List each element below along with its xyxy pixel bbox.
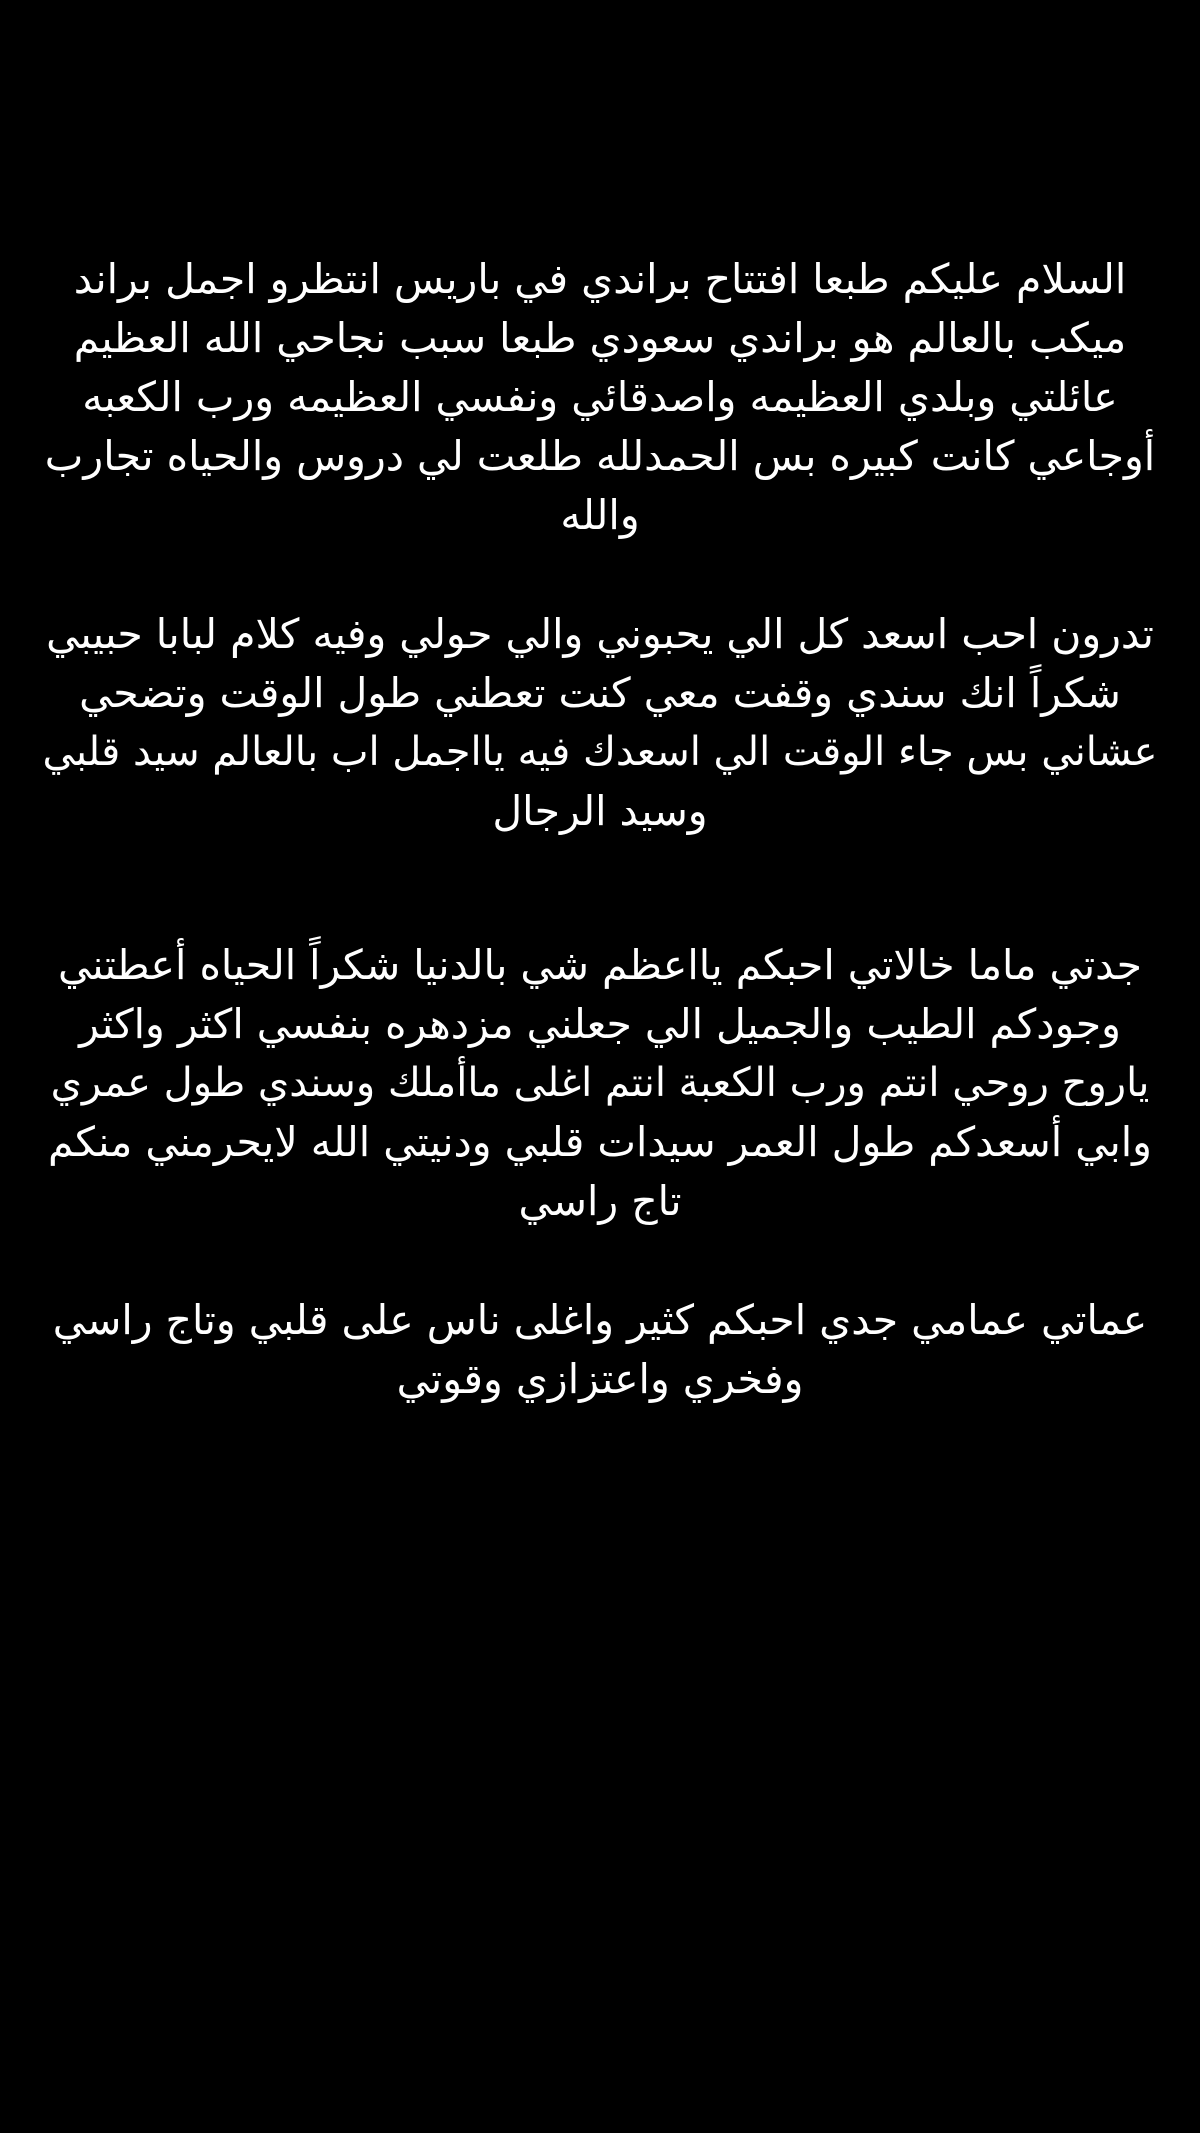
text-line: وابي أسعدكم طول العمر سيدات قلبي ودنيتي الله لايحرمني منكم (48, 1118, 1152, 1166)
text-line: جدتي ماما خالاتي احبكم يااعظم شي بالدنيا شكراً الحياه أعطتني (58, 941, 1142, 989)
text-line: وفخري واعتزازي وقوتي (396, 1355, 804, 1403)
text-line: ياروح روحي انتم ورب الكعبة انتم اغلى ماأملك وسندي طول عمري (50, 1060, 1150, 1106)
text-line: تدرون احب اسعد كل الي يحبوني والي حولي وفيه كلام لبابا حبيبي (46, 610, 1154, 658)
paragraph-aunts-uncles-grandfather (40, 1291, 1160, 1409)
paragraph-grandmother-mother-aunts (40, 936, 1160, 1231)
paragraph-brand-opening (40, 250, 1160, 545)
text-line: عشاني بس جاء الوقت الي اسعدك فيه يااجمل اب بالعالم سيد قلبي (42, 729, 1158, 775)
text-line: أوجاعي كانت كبيره بس الحمدلله طلعت لي دروس والحياه تجارب (44, 432, 1156, 480)
text-line: عماتي عمامي جدي احبكم كثير واغلى ناس على قلبي وتاج راسي (52, 1296, 1148, 1344)
paragraph-spacer (40, 841, 1160, 936)
text-line: شكراً انك سندي وقفت معي كنت تعطني طول الوقت وتضحي (79, 669, 1121, 717)
text-line: عائلتي وبلدي العظيمه واصدقائي ونفسي العظيمه ورب الكعبه (82, 373, 1118, 421)
text-line: تاج راسي (518, 1177, 682, 1225)
text-line: وسيد الرجال (492, 787, 708, 835)
text-line: والله (560, 491, 640, 539)
text-line: ميكب بالعالم هو براندي سعودي طبعا سبب نجاحي الله العظيم (73, 314, 1127, 362)
paragraph-spacer (40, 1231, 1160, 1291)
paragraph-spacer (40, 545, 1160, 605)
text-line: وجودكم الطيب والجميل الي جعلني مزدهره بنفسي اكثر واكثر (79, 1000, 1121, 1048)
story-text-overlay (40, 250, 1160, 1409)
paragraph-father (40, 605, 1160, 841)
text-line: السلام عليكم طبعا افتتاح براندي في باريس انتظرو اجمل براند (73, 255, 1127, 303)
